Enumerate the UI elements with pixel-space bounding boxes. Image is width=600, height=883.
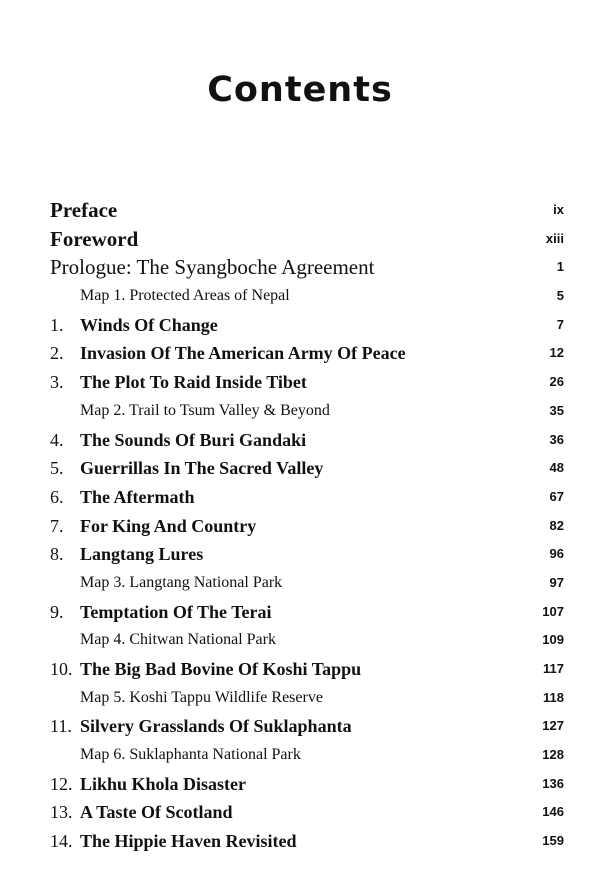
entry-title: The Sounds Of Buri Gandaki xyxy=(80,429,307,450)
page-number: 117 xyxy=(543,661,564,676)
toc-front-entry xyxy=(0,196,600,225)
chapter-number: 11. xyxy=(50,716,72,737)
page-title: Contents xyxy=(207,70,393,110)
toc-chapter-entry xyxy=(0,827,600,856)
toc-chapter-entry xyxy=(0,454,600,483)
page-number: 97 xyxy=(549,574,564,590)
chapter-number: 4. xyxy=(50,429,64,450)
page-number: 96 xyxy=(549,546,564,562)
entry-title: Winds Of Change xyxy=(80,314,218,335)
page-number: 146 xyxy=(542,804,564,820)
page-number: 48 xyxy=(549,460,564,476)
toc-chapter-entry xyxy=(0,655,600,684)
toc-map-entry xyxy=(0,569,600,598)
toc-chapter-entry xyxy=(0,311,600,340)
chapter-number: 5. xyxy=(50,458,64,479)
entry-title: Map 3. Langtang National Park xyxy=(80,573,283,591)
entry-title: A Taste Of Scotland xyxy=(80,802,233,823)
toc-front-entry xyxy=(0,253,600,282)
page-number: 5 xyxy=(556,288,564,304)
entry-title: The Big Bad Bovine Of Koshi Tappu xyxy=(80,659,362,679)
page-number: 7 xyxy=(556,316,564,332)
entry-title: For King And Country xyxy=(80,515,257,536)
toc-chapter-entry xyxy=(0,712,600,741)
chapter-number: 13. xyxy=(50,802,73,823)
toc-map-entry xyxy=(0,684,600,713)
entry-title: The Hippie Haven Revisited xyxy=(80,831,297,852)
chapter-number: 9. xyxy=(50,601,64,622)
toc-chapter-entry xyxy=(0,770,600,799)
entry-title: Foreword xyxy=(50,226,139,251)
toc-chapter-entry xyxy=(0,339,600,368)
chapter-number: 6. xyxy=(50,486,64,507)
toc-map-entry xyxy=(0,397,600,426)
entry-title: Preface xyxy=(50,198,118,222)
entry-title: The Plot To Raid Inside Tibet xyxy=(80,372,307,393)
entry-title: Map 6. Suklaphanta National Park xyxy=(80,746,301,764)
page-number: 127 xyxy=(542,718,564,734)
table-of-contents xyxy=(0,196,600,856)
entry-title: Temptation Of The Terai xyxy=(80,601,272,622)
entry-title: Map 1. Protected Areas of Nepal xyxy=(80,287,290,305)
page-number: 159 xyxy=(542,833,564,849)
entry-title: Map 4. Chitwan National Park xyxy=(80,631,276,649)
page-number: 36 xyxy=(549,431,564,447)
toc-chapter-entry xyxy=(0,540,600,569)
page-number: 118 xyxy=(543,689,564,705)
toc-chapter-entry xyxy=(0,798,600,827)
page-number: 109 xyxy=(542,632,564,648)
page-number: 35 xyxy=(549,402,564,418)
page-number: 67 xyxy=(549,488,564,504)
chapter-number: 14. xyxy=(50,831,73,852)
chapter-number: 8. xyxy=(50,544,64,565)
page-number: 82 xyxy=(549,517,564,533)
entry-title: The Aftermath xyxy=(80,486,195,507)
chapter-number: 7. xyxy=(50,515,64,536)
page-number: 1 xyxy=(556,259,564,275)
entry-title: Map 5. Koshi Tappu Wildlife Reserve xyxy=(80,688,323,706)
chapter-number: 10. xyxy=(50,659,73,679)
toc-map-entry xyxy=(0,626,600,655)
page-number: 12 xyxy=(549,345,564,361)
entry-title: Guerrillas In The Sacred Valley xyxy=(80,458,324,479)
entry-title: Silvery Grasslands Of Suklaphanta xyxy=(80,716,352,737)
toc-chapter-entry xyxy=(0,368,600,397)
toc-chapter-entry xyxy=(0,483,600,512)
page-number: 128 xyxy=(542,747,564,763)
page-number: 26 xyxy=(549,374,564,390)
page-number: ix xyxy=(553,202,564,217)
toc-chapter-entry xyxy=(0,512,600,541)
page-number: 136 xyxy=(542,775,564,791)
chapter-number: 12. xyxy=(50,773,73,794)
chapter-number: 1. xyxy=(50,314,64,335)
entry-title: Likhu Khola Disaster xyxy=(80,773,247,794)
entry-title: Invasion Of The American Army Of Peace xyxy=(80,343,406,364)
entry-title: Prologue: The Syangboche Agreement xyxy=(50,255,375,280)
page-number: xiii xyxy=(545,230,564,246)
toc-chapter-entry xyxy=(0,426,600,455)
chapter-number: 2. xyxy=(50,343,64,364)
toc-map-entry xyxy=(0,282,600,311)
page-number: 107 xyxy=(542,603,564,619)
chapter-number: 3. xyxy=(50,372,64,393)
toc-map-entry xyxy=(0,741,600,770)
entry-title: Map 2. Trail to Tsum Valley & Beyond xyxy=(80,401,330,419)
toc-front-entry xyxy=(0,225,600,254)
toc-chapter-entry xyxy=(0,598,600,627)
entry-title: Langtang Lures xyxy=(80,544,204,565)
